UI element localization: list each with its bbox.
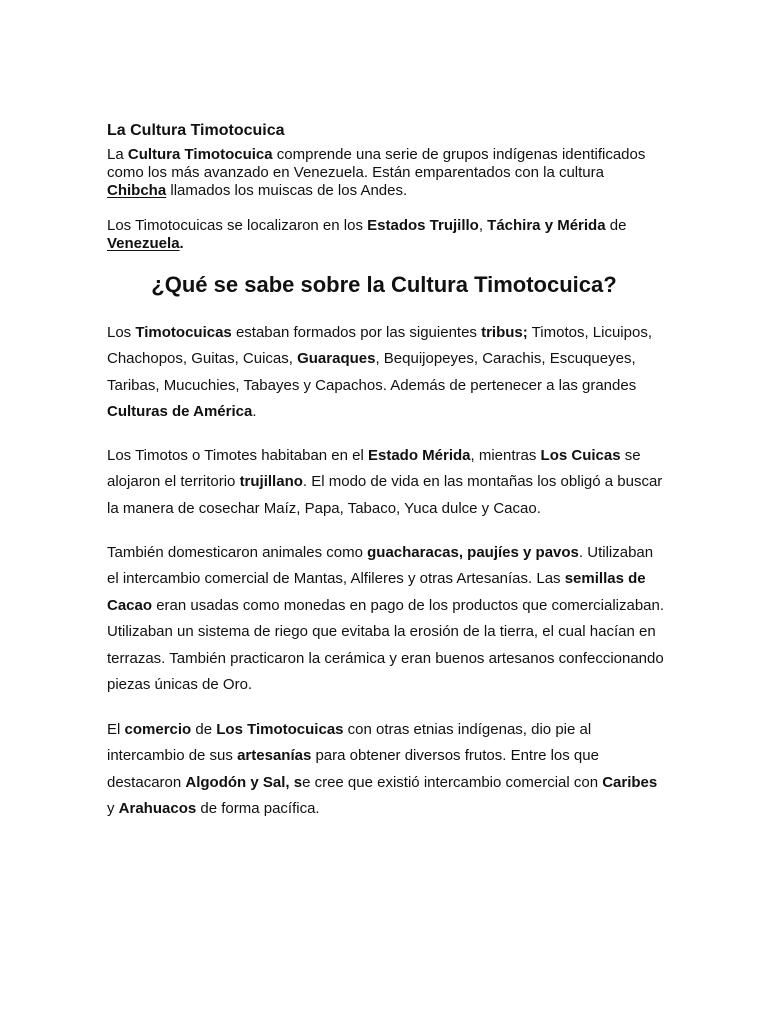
- text-span: ,: [478, 217, 488, 234]
- intro-paragraph-2: [107, 217, 667, 253]
- document-title: La Cultura Timotocuica: [107, 122, 285, 139]
- text-span: estaban formados por las siguientes: [231, 324, 482, 341]
- body-paragraph-1: [107, 320, 667, 426]
- bold-text: Estado Mérida: [367, 447, 471, 464]
- bold-text: Táchira y Mérida: [487, 217, 606, 234]
- bold-text: tribus;: [481, 324, 528, 341]
- text-span: , mientras: [470, 447, 541, 464]
- text-span: e cree que existió intercambio comercial con: [302, 773, 603, 791]
- text-span: . El modo de vida en las montañas los obligó a buscar la manera de cosechar Maíz, Papa, Tabaco, Yuca dulce y Cacao.: [107, 473, 663, 517]
- bold-text: Culturas de América: [107, 403, 253, 421]
- bold-text: Timotocuicas: [135, 324, 232, 341]
- text-span: con otras etnias indígenas, dio pie al intercambio de sus: [107, 721, 592, 765]
- text-span: También domesticaron animales como: [107, 544, 368, 561]
- text-span: se alojaron el territorio: [107, 447, 641, 491]
- text-span: Los Timotos o Timotes habitaban en el: [107, 447, 368, 464]
- text-span: y: [107, 800, 119, 818]
- bold-text: Cultura Timotocuica: [127, 146, 273, 163]
- bold-text: Algodón y Sal, s: [185, 773, 303, 791]
- body-paragraph-3: [107, 540, 667, 698]
- bold-text: Arahuacos: [118, 800, 197, 818]
- bold-text: trujillano: [239, 473, 303, 491]
- text-span: de: [191, 721, 217, 738]
- text-span: de: [605, 217, 627, 234]
- text-span: Timotos, Licuipos, Chachopos, Guitas, Cuicas,: [107, 324, 652, 368]
- venezuela-link[interactable]: Venezuela: [107, 235, 180, 252]
- text-span: comprende una serie de grupos indígenas identificados como los más avanzado en Venezuela. Están emparentados con la cultura: [107, 146, 646, 181]
- text-span: , Bequijopeyes, Carachis, Escuqueyes, Taribas, Mucuchies, Tabayes y Capachos. Además de pertenecer a las grandes: [107, 350, 637, 394]
- bold-text: Caribes: [602, 773, 658, 791]
- bold-text: comercio: [124, 721, 192, 738]
- section-heading: ¿Qué se sabe sobre la Cultura Timotocuica?: [151, 272, 617, 297]
- text-span: La: [107, 146, 128, 163]
- text-span: Los Timotocuicas se localizaron en los: [107, 217, 368, 234]
- bold-text: .: [179, 235, 184, 252]
- text-span: eran usadas como monedas en pago de los productos que comercializaban. Utilizaban un sistema de riego que evitaba la erosión de la tierra, el cual hacían en terrazas. También practicaron la cerámica y eran buenos artesanos confeccionando piezas únicas de Oro.: [107, 596, 665, 694]
- text-span: llamados los muiscas de los Andes.: [166, 182, 408, 199]
- text-span: Los: [107, 324, 136, 341]
- text-span: para obtener diversos frutos. Entre los que destacaron: [107, 747, 599, 791]
- body-paragraph-2: [107, 443, 667, 522]
- chibcha-link[interactable]: Chibcha: [107, 182, 167, 199]
- intro-paragraph-1: [107, 146, 667, 200]
- text-span: El: [107, 721, 125, 738]
- bold-text: semillas de Cacao: [107, 570, 646, 614]
- bold-text: guacharacas, paujíes y pavos: [367, 544, 579, 561]
- bold-text: Guaraques: [297, 350, 376, 368]
- bold-text: Los Timotocuicas: [216, 721, 344, 738]
- bold-text: Estados Trujillo: [367, 217, 479, 234]
- body-paragraph-4: [107, 717, 667, 823]
- bold-text: artesanías: [237, 747, 312, 765]
- text-span: de forma pacífica.: [196, 800, 320, 818]
- text-span: .: [252, 403, 257, 421]
- text-span: . Utilizaban el intercambio comercial de Mantas, Alfileres y otras Artesanías. Las: [107, 544, 654, 588]
- bold-text: Los Cuicas: [540, 447, 621, 464]
